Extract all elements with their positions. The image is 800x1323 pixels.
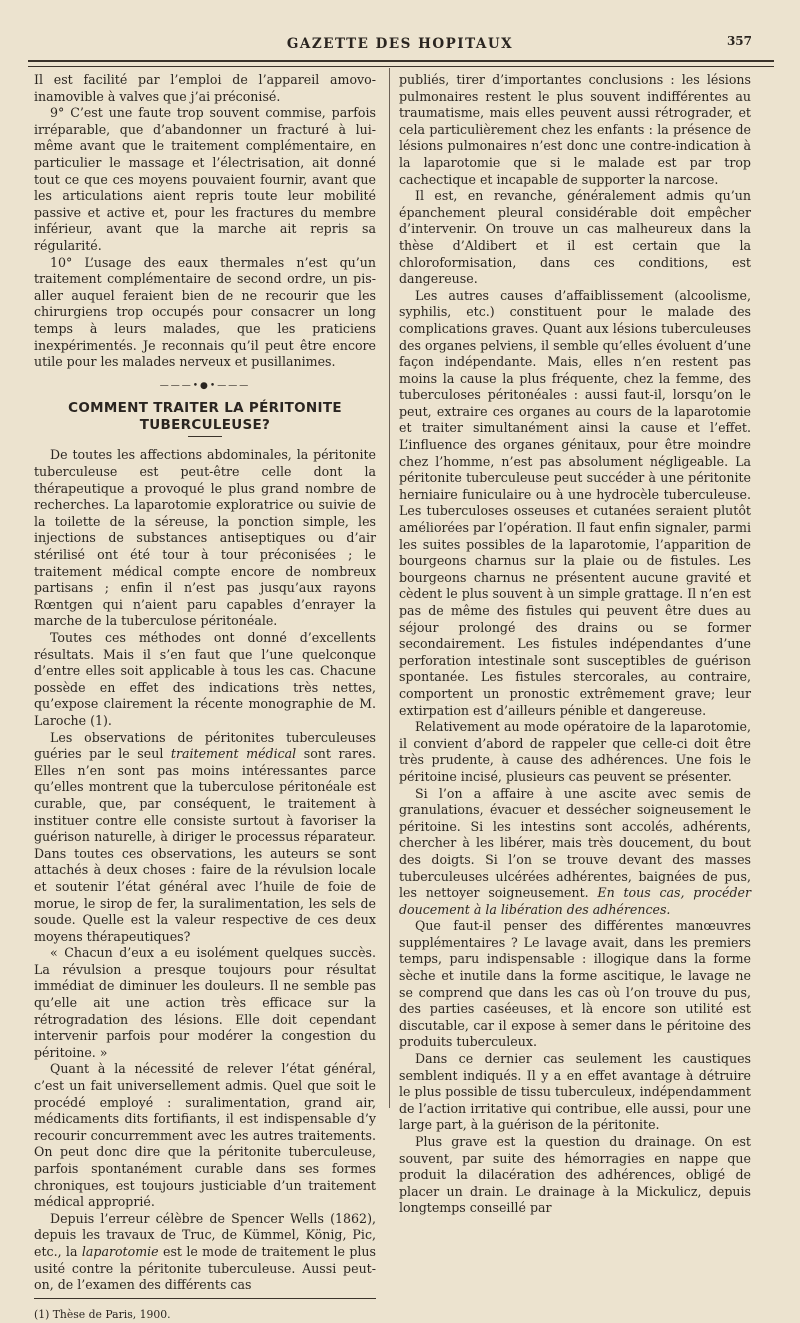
left-column	[34, 72, 376, 1323]
header-rule	[28, 60, 774, 62]
section-title: COMMENT TRAITER LA PÉRITONITE TUBERCULEUSE?	[68, 400, 342, 433]
paragraph: Que faut-il penser des différentes manœuvres supplémentaires ? Le lavage avait, dans les premiers temps, paru indispensable : illogique dans la forme sèche et inutile dans la forme ascitique, le lavage ne se comprend que dans les cas où l’on trouve du pus, des parties caséeuses, et là encore son utilité est discutable, car il expose à semer dans le péritoine des produits tuberculeux.	[399, 918, 751, 1050]
text-run: Si l’on a affaire à une ascite avec semis de granulations, évacuer et dessécher soigneusement le péritoine. Si les intestins sont accolés, adhérents, chercher à les libérer, mais très doucement, du bout des doigts. Si l’on se trouve devant des masses tuberculeuses ulcérées adhérentes, baignées de pus, les nettoyer soigneusement.	[399, 785, 751, 901]
title-underline	[188, 436, 222, 437]
text-run: Depuis l’erreur célèbre de Spencer Wells (1862), depuis les travaux de Truc, de Kümmel, König, Pic, etc., la	[34, 1210, 376, 1259]
page-header-title: GAZETTE DES HOPITAUX	[286, 36, 514, 52]
paragraph: 10° L’usage des eaux thermales n’est qu’un traitement complémentaire de second ordre, un pis-aller auquel feraient bien de ne recourir que les chirurgiens trop occupés pour consacrer un long temps à leurs malades, que les praticiens inexpérimentés. Je reconnais qu’il peut être encore utile pour les malades nerveux et pusillanimes.	[34, 254, 376, 370]
text-run: est le mode de traitement le plus usité contre la péritonite tuberculeuse. Aussi peut-on, de l’examen des différents cas	[34, 1243, 377, 1293]
paragraph: Plus grave est la question du drainage. On est souvent, par suite des hémorragies en nappe que produit la dilacération des adhérences, obligé de placer un drain. Le drainage à la Mickulicz, depuis longtemps conseillé par	[399, 1134, 751, 1216]
paragraph	[399, 786, 751, 919]
paragraph: De toutes les affections abdominales, la péritonite tuberculeuse est peut-être celle dont la thérapeutique a provoqué le plus grand nombre de recherches. La laparotomie exploratrice ou suivie de la toilette de la séreuse, la ponction simple, les injections de substances antiseptiques ou d’air stérilisé ont été tour à tour préconisées ; le traitement médical compte encore de nombreux partisans ; enfin il n’est pas jusqu’aux rayons Rœntgen qui n’aient paru capables d’enrayer la marche de la tuberculose péritonéale.	[34, 447, 376, 629]
italic-text: traitement médical	[170, 746, 297, 762]
column-divider	[389, 68, 390, 1108]
paragraph: 9° C’est une faute trop souvent commise, parfois irréparable, que d’abandonner un fracturé à lui-même avant que le traitement complémentaire, en particulier le massage et l’électrisation, ait donné tout ce que ces moyens pouvaient fournir, avant que les articulations aient repris toute leur mobilité passive et active et, pour les fractures du membre inférieur, avant que la marche ait repris sa régularité.	[34, 105, 376, 253]
header-rule-thin	[28, 66, 774, 67]
paragraph: Quant à la nécessité de relever l’état général, c’est un fait universellement admis. Quel que soit le procédé employé : suralimentation, grand air, médicaments dits fortifiants, il est indispensable d’y recourir concurremment avec les autres traitements. On peut donc dire que la péritonite tuberculeuse, parfois spontanément curable dans ses formes chroniques, est toujours justiciable d’un traitement médical approprié.	[34, 1061, 376, 1210]
quote-paragraph: « Chacun d’eux a eu isolément quelques succès. La révulsion a presque toujours pour résultat immédiat de diminuer les douleurs. Il ne semble pas qu’elle ait une action très efficace sur la rétrogradation des lésions. Elle doit cependant intervenir parfois pour modérer la congestion du péritoine. »	[34, 945, 376, 1060]
paragraph	[34, 730, 376, 946]
paragraph	[34, 1211, 376, 1294]
paragraph: Il est facilité par l’emploi de l’appareil amovo-inamovible à valves que j’ai préconisé.	[34, 72, 376, 104]
right-column	[399, 72, 751, 1217]
section-ornament: ———•●•———	[159, 380, 251, 391]
italic-text: En tous cas, procéder doucement à la libération des adhérences.	[399, 885, 751, 917]
page-number: 357	[726, 34, 752, 48]
paragraph: Dans ce dernier cas seulement les caustiques semblent indiqués. Il y a en effet avantage à détruire le plus possible de tissu tuberculeux, indépendamment de l’action irritative qui contribue, elle aussi, pour une large part, à la guérison de la péritonite.	[399, 1051, 751, 1133]
paragraph: Il est, en revanche, généralement admis qu’un épanchement pleural considérable doit empêcher d’intervenir. On trouve un cas malheureux dans la thèse d’Aldibert et il est certain que la chloroformisation, dans ces conditions, est dangereuse.	[399, 188, 751, 287]
text-run: sont rares. Elles n’en sont pas moins intéressantes parce qu’elles montrent que la tuberculose péritonéale est curable, que, par conséquent, le traitement à instituer contre elle consiste surtout à favoriser la guérison naturelle, à diriger le processus réparateur. Dans toutes ces observations, les auteurs se sont attachés à deux choses : faire de la révulsion locale et soutenir l’état général avec l’huile de foie de morue, le sirop de fer, la suralimentation, les sels de soude. Quelle est la valeur respective de ces deux moyens thérapeutiques?	[34, 746, 376, 944]
paragraph: Toutes ces méthodes ont donné d’excellents résultats. Mais il s’en faut que l’une quelconque d’entre elles soit applicable à tous les cas. Chacune possède en effet des indications très nettes, qu’expose clairement la récente monographie de M. Laroche (1).	[34, 630, 376, 728]
paragraph: publiés, tirer d’importantes conclusions : les lésions pulmonaires restent le plus souvent indifférentes au traumatisme, mais elles peuvent aussi rétrograder, et cela particulièrement chez les enfants : la présence de lésions pulmonaires n’est donc une contre-indication à la laparotomie que si le malade est par trop cachectique et incapable de supporter la narcose.	[399, 72, 751, 187]
paragraph: Relativement au mode opératoire de la laparotomie, il convient d’abord de rappeler que celle-ci doit être très prudente, à cause des adhérences. Une fois le péritoine incisé, plusieurs cas peuvent se présenter.	[399, 719, 751, 784]
footnote-rule	[34, 1298, 376, 1299]
italic-text: laparotomie	[81, 1243, 159, 1259]
text-run: Les observations de péritonites tuberculeuses guéries par le seul	[34, 729, 376, 762]
paragraph: Les autres causes d’affaiblissement (alcoolisme, syphilis, etc.) constituent pour le malade des complications graves. Quant aux lésions tuberculeuses des organes pelviens, il semble qu’elles évoluent d’une façon indépendante. Mais, elles n’en restent pas moins la cause la plus fréquente, chez la femme, des tuberculoses péritonéales : aussi faut-il, lorsqu’on le peut, extraire ces organes au cours de la laparotomie et traiter simultanément ainsi la cause et l’effet. L’influence des organes génitaux, pour être moindre chez l’homme, n’est pas absolument négligeable. La péritonite tuberculeuse peut succéder à une péritonite herniaire funiculaire ou à une hydrocèle tuberculeuse. Les tuberculoses osseuses et cutanées seraient plutôt améliorées par l’opération. Il faut enfin signaler, parmi les suites possibles de la laparotomie, l’apparition de bourgeons charnus sur la plaie ou de fistules. Les bourgeons charnus ne présentent aucune gravité et cèdent le plus souvent à un simple grattage. Il n’en est pas de même des fistules qui peuvent être dues au séjour prolongé des drains ou se former secondairement. Les fistules indépendantes d’une perforation intestinale sont susceptibles de guérison spontanée. Les fistules stercorales, au contraire, comportent un pronostic extrêmement grave; leur extirpation est d’ailleurs pénible et dangereuse.	[399, 287, 751, 718]
footnote: (1) Thèse de Paris, 1900.	[34, 1307, 171, 1321]
